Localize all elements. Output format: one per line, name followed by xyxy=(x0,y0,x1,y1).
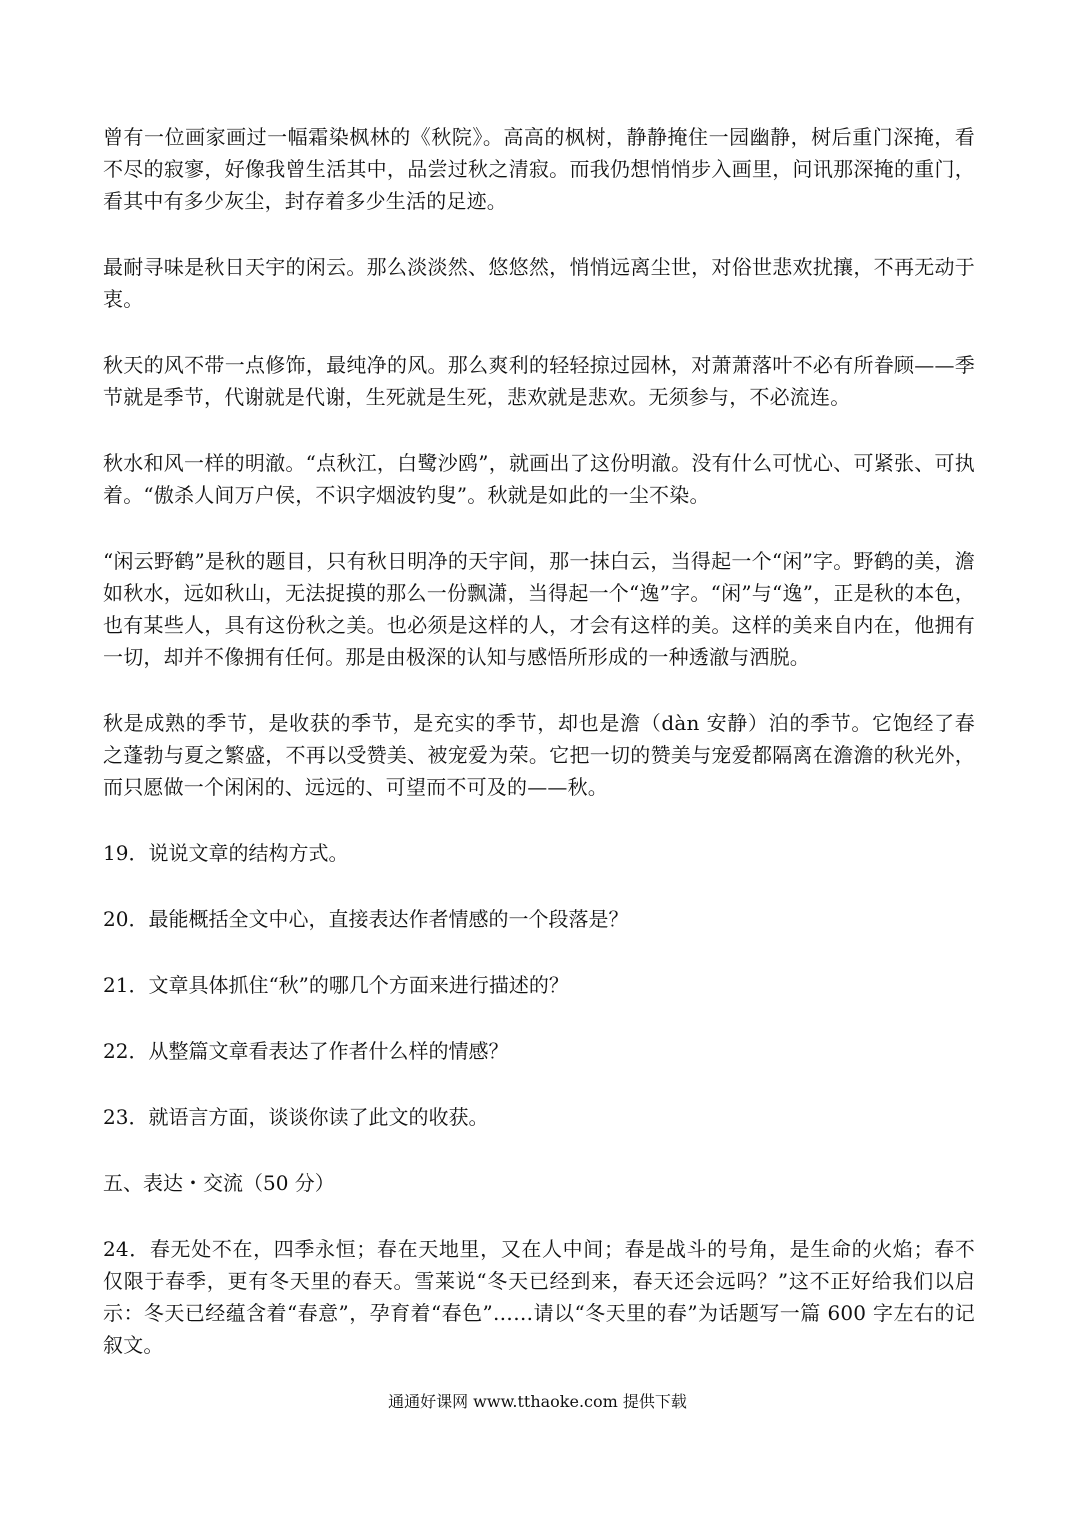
page-footer: 通通好课网 www.tthaoke.com 提供下载 xyxy=(388,1392,687,1411)
question-22: 22．从整篇文章看表达了作者什么样的情感？ xyxy=(103,1039,509,1063)
paragraph-2: 最耐寻味是秋日天宇的闲云。那么淡淡然、悠悠然，悄悄远离尘世，对俗世悲欢扰攘，不再无动于衷。 xyxy=(103,255,975,311)
question-19: 19．说说文章的结构方式。 xyxy=(103,841,349,865)
section-title: 五、表达・交流（50 分） xyxy=(103,1171,335,1195)
essay-prompt: 24．春无处不在，四季永恒；春在天地里，又在人中间；春是战斗的号角，是生命的火焰；春不仅限于春季，更有冬天里的春天。雪莱说“冬天已经到来，春天还会远吗？”这不正好给我们以启示：冬天已经蕴含着“春意”，孕育着“春色”……请以“冬天里的春”为话题写一篇 600 字左右的记叙文。 xyxy=(103,1237,975,1357)
paragraph-1: 曾有一位画家画过一幅霜染枫林的《秋院》。高高的枫树，静静掩住一园幽静，树后重门深掩，看不尽的寂寥，好像我曾生活其中，品尝过秋之清寂。而我仍想悄悄步入画里，问讯那深掩的重门，看其中有多少灰尘，封存着多少生活的足迹。 xyxy=(103,125,975,213)
document-content xyxy=(103,121,975,1395)
paragraph-4: 秋水和风一样的明澈。“点秋江，白鹭沙鸥”，就画出了这份明澈。没有什么可忧心、可紧张、可执着。“傲杀人间万户侯，不识字烟波钓叟”。秋就是如此的一尘不染。 xyxy=(103,451,975,507)
question-23: 23．就语言方面，谈谈你读了此文的收获。 xyxy=(103,1105,489,1129)
paragraph-5: “闲云野鹤”是秋的题目，只有秋日明净的天宇间，那一抹白云，当得起一个“闲”字。野鹤的美，澹如秋水，远如秋山，无法捉摸的那么一份飘潇，当得起一个“逸”字。“闲”与“逸”，正是秋的本色，也有某些人，具有这份秋之美。也必须是这样的人，才会有这样的美。这样的美来自内在，他拥有一切，却并不像拥有任何。那是由极深的认知与感悟所形成的一种透澈与洒脱。 xyxy=(103,549,975,669)
question-21: 21．文章具体抓住“秋”的哪几个方面来进行描述的？ xyxy=(103,973,569,997)
question-20: 20．最能概括全文中心，直接表达作者情感的一个段落是？ xyxy=(103,907,629,931)
paragraph-3: 秋天的风不带一点修饰，最纯净的风。那么爽利的轻轻掠过园林，对萧萧落叶不必有所眷顾——季节就是季节，代谢就是代谢，生死就是生死，悲欢就是悲欢。无须参与，不必流连。 xyxy=(103,353,975,409)
paragraph-6: 秋是成熟的季节，是收获的季节，是充实的季节，却也是澹（dàn 安静）泊的季节。它饱经了春之蓬勃与夏之繁盛，不再以受赞美、被宠爱为荣。它把一切的赞美与宠爱都隔离在澹澹的秋光外，而只愿做一个闲闲的、远远的、可望而不可及的——秋。 xyxy=(103,711,975,799)
